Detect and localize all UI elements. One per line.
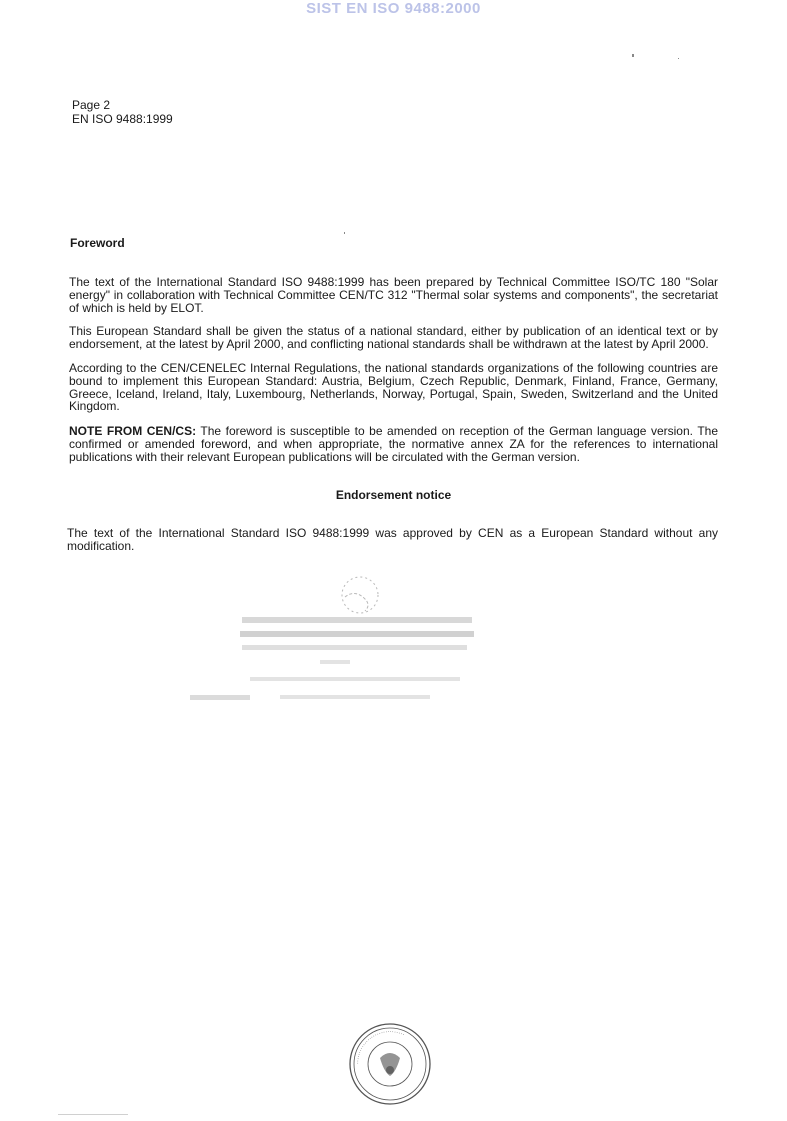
scan-edge-line — [58, 1114, 128, 1115]
scan-speck — [344, 232, 345, 234]
note-label: NOTE FROM CEN/CS: — [69, 424, 197, 438]
foreword-heading: Foreword — [70, 236, 125, 250]
scan-speck — [632, 54, 634, 57]
watermark: SIST EN ISO 9488:2000 — [306, 0, 481, 17]
foreword-paragraph: This European Standard shall be given the status of a national standard, either by publication of an identical text or by endorsement, at the latest by April 2000, and conflicting national standards shall be withdrawn at the latest by April 2000. — [69, 324, 718, 351]
foreword-paragraph: According to the CEN/CENELEC Internal Regulations, the national standards organizations of the following countries are bound to implement this European Standard: Austria, Belgium, Czech Republic, Denmark, Finland, France, Germany, Greece, Iceland, Ireland, Italy, Luxembourg, Netherlands, Norway, Portugal, Spain, Sweden, Switzerland and the United Kingdom. — [69, 361, 718, 414]
svg-text:..............................: .............................. — [353, 1027, 407, 1065]
foreword-paragraph: The text of the International Standard ISO 9488:1999 has been prepared by Technical Committee ISO/TC 180 "Solar energy" in collaboration with Technical Committee CEN/TC 312 "Thermal solar systems and components", the secretariat of which is held by ELOT. — [69, 275, 718, 315]
faded-ink-stamp-icon — [180, 565, 480, 715]
ministry-seal-icon — [348, 1022, 432, 1106]
document-id: EN ISO 9488:1999 — [72, 112, 173, 126]
endorsement-paragraph: The text of the International Standard ISO 9488:1999 was approved by CEN as a European Standard without any modification. — [67, 526, 718, 553]
scan-speck — [678, 58, 679, 59]
page-header — [72, 98, 173, 126]
note-text: The foreword is susceptible to be amended on reception of the German language version. The confirmed or amended foreword, and when appropriate, the normative annex ZA for the references to international publications with their relevant European publications will be circulated with the German version. — [69, 424, 718, 464]
page-number: Page 2 — [72, 98, 111, 112]
endorsement-heading: Endorsement notice — [335, 488, 452, 502]
note-paragraph — [69, 425, 718, 463]
